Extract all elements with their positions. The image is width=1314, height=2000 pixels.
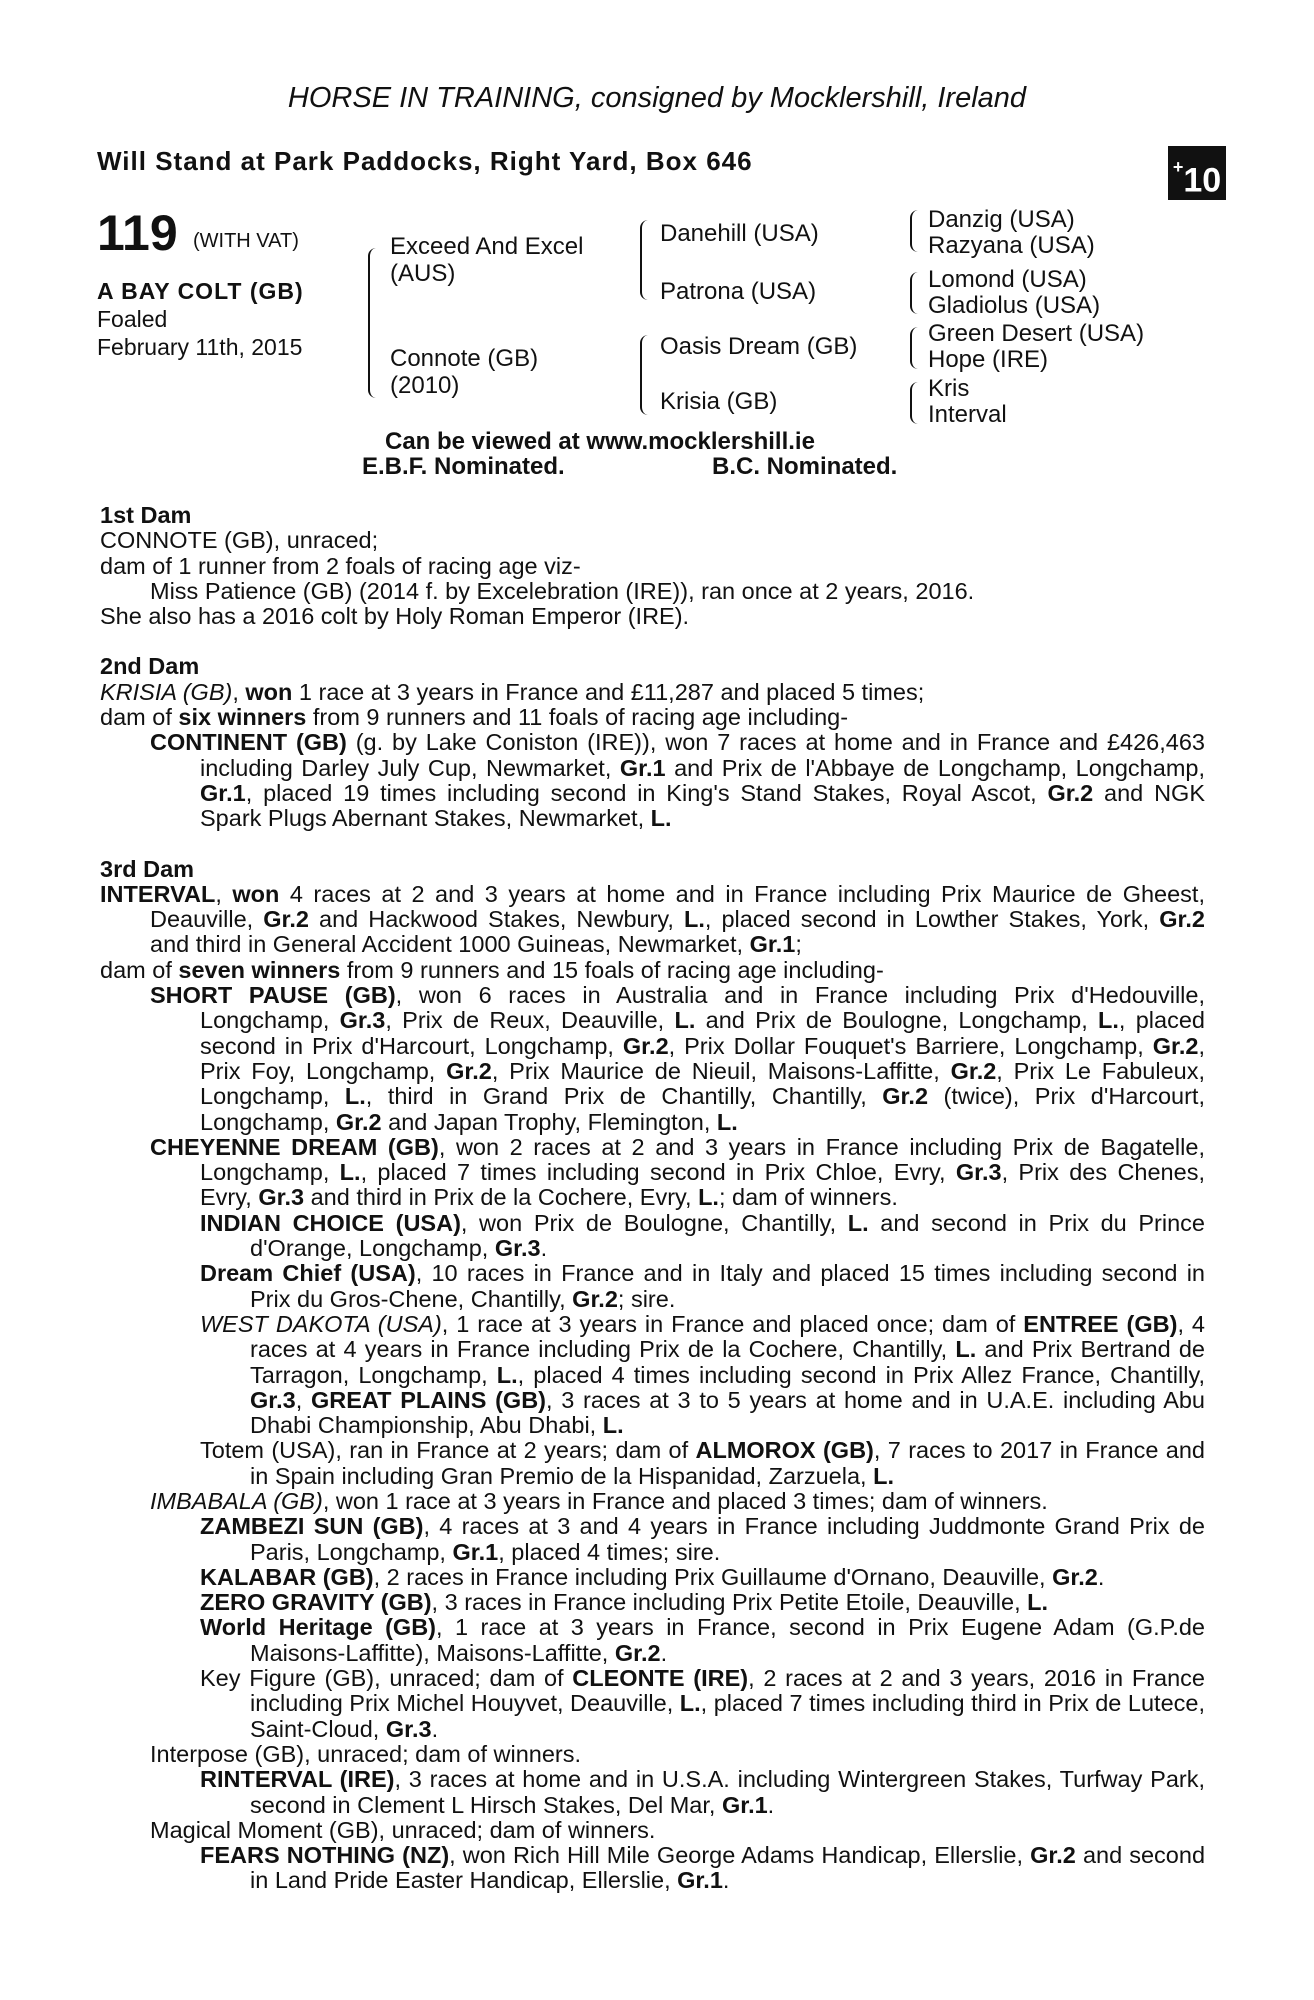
pedigree-brace-g3b (910, 272, 920, 314)
ebf-note: E.B.F. Nominated. (362, 453, 565, 480)
pedigree-sd-dam: Gladiolus (USA) (928, 292, 1101, 319)
pedigree-sire-dam: Patrona (USA) (660, 278, 817, 305)
produce-magical-moment: Magical Moment (GB), unraced; dam of winners. (150, 1816, 656, 1843)
pedigree-dam: Connote (GB) (2010) (390, 345, 539, 399)
pedigree-ss-dam: Razyana (USA) (928, 232, 1095, 259)
first-dam-text: CONNOTE (GB), unraced; dam of 1 runner from 2 foals of racing age viz- (100, 527, 581, 579)
catalogue-header: HORSE IN TRAINING, consigned by Mocklershill, Ireland (287, 82, 1027, 114)
second-dam-produce: CONTINENT (GB) (g. by Lake Coniston (IRE)), won 7 races at home and in France and £426,463 including Darley July Cup, Newmarket, Gr.1 and Prix de l'Abbaye de Longchamp, Longchamp, Gr.1, placed 19 times including second in King's Stand Stakes, Royal Ascot, Gr.2 and NGK Spark Plugs Abernant Stakes, Newmarket, L. (150, 729, 1205, 832)
produce-dream-chief: Dream Chief (USA), 10 races in France and in Italy and placed 15 times including second in Prix du Gros-Chene, Chantilly, Gr.2; sire. (200, 1260, 1205, 1312)
produce-totem: Totem (USA), ran in France at 2 years; dam of ALMOROX (GB), 7 races to 2017 in France and in Spain including Gran Premio de la Hispanidad, Zarzuela, L. (200, 1437, 1205, 1489)
produce-zero-gravity: ZERO GRAVITY (GB), 3 races in France including Prix Petite Etoile, Deauville, L. (200, 1589, 1049, 1616)
badge-plus: + (1172, 157, 1184, 177)
third-dam-heading: 3rd Dam (100, 855, 195, 882)
pedigree-brace-gen1 (368, 248, 382, 398)
first-dam-note: She also has a 2016 colt by Holy Roman Emperor (IRE). (100, 603, 690, 630)
pedigree-ds-dam: Hope (IRE) (928, 346, 1049, 373)
viewing-note: Can be viewed at www.mocklershill.ie (385, 428, 815, 455)
pedigree-brace-g3d (910, 382, 920, 424)
produce-west-dakota: WEST DAKOTA (USA), 1 race at 3 years in France and placed once; dam of ENTREE (GB), 4 races at 4 years in France including Prix de la Cochere, Chantilly, L. and Prix Bertrand de Tarragon, Longchamp, L., placed 4 times including second in Prix Allez France, Chantilly, Gr.3, GREAT PLAINS (GB), 3 races at 3 to 5 years at home and in U.A.E. including Abu Dhabi Championship, Abu Dhabi, L. (200, 1310, 1206, 1439)
second-dam-text: KRISIA (GB), won 1 race at 3 years in France and £11,287 and placed 5 times; dam of six winners from 9 runners and 11 foals of racing age including- (100, 678, 925, 731)
stand-location: Will Stand at Park Paddocks, Right Yard, Box 646 (97, 146, 753, 176)
badge-number: 10 (1183, 161, 1222, 200)
pedigree-dd-dam: Interval (928, 401, 1007, 428)
produce-world-heritage: World Heritage (GB), 1 race at 3 years in France, second in Prix Eugene Adam (G.P.de Maisons-Laffitte), Maisons-Laffitte, Gr.2. (200, 1614, 1205, 1666)
produce-indian-choice: INDIAN CHOICE (USA), won Prix de Boulogne, Chantilly, L. and second in Prix du Prince d'Orange, Longchamp, Gr.3. (200, 1209, 1205, 1262)
bc-note: B.C. Nominated. (712, 453, 898, 480)
vat-note: (WITH VAT) (193, 230, 299, 252)
foaled-label: Foaled (97, 306, 168, 332)
produce-key-figure: Key Figure (GB), unraced; dam of CLEONTE (IRE), 2 races at 2 and 3 years, 2016 in France including Prix Michel Houyvet, Deauville, L., placed 7 times including third in Prix de Lutece, Saint-Cloud, Gr.3. (200, 1665, 1205, 1742)
produce-kalabar: KALABAR (GB), 2 races in France including Prix Guillaume d'Ornano, Deauville, Gr.2. (200, 1563, 1105, 1590)
third-dam-produce-intro: dam of seven winners from 9 runners and 15 foals of racing age including- (100, 956, 884, 983)
pedigree-ss-sire: Danzig (USA) (928, 206, 1075, 233)
horse-description: A BAY COLT (GB) (97, 278, 304, 304)
pedigree-brace-g3a (910, 210, 920, 252)
first-dam-heading: 1st Dam (100, 502, 192, 528)
produce-cheyenne-dream: CHEYENNE DREAM (GB), won 2 races at 2 and 3 years in France including Prix de Bagatelle, Longchamp, L., placed 7 times including second in Prix Chloe, Evry, Gr.3, Prix des Chenes, Evry, Gr.3 and third in Prix de la Cochere, Evry, L.; dam of winners. (150, 1133, 1205, 1211)
produce-rinterval: RINTERVAL (IRE), 3 races at home and in U.S.A. including Wintergreen Stakes, Turfway Park, second in Clement L Hirsch Stakes, Del Mar, Gr.1. (200, 1766, 1205, 1818)
lot-badge (1168, 146, 1226, 200)
pedigree-brace-dam (640, 335, 652, 415)
third-dam-text: INTERVAL, won 4 races at 2 and 3 years at home and in France including Prix Maurice de Gheest, Deauville, Gr.2 and Hackwood Stakes, Newbury, L., placed second in Lowther Stakes, York, Gr.2 and third in General Accident 1000 Guineas, Newmarket, Gr.1; (100, 880, 1205, 958)
pedigree-brace-sire (640, 220, 652, 300)
pedigree-sire-sire: Danehill (USA) (660, 220, 819, 247)
pedigree-ds-sire: Green Desert (USA) (928, 320, 1145, 347)
catalogue-body (100, 503, 1205, 1894)
pedigree-dam-dam: Krisia (GB) (660, 388, 778, 415)
pedigree-brace-g3c (910, 327, 920, 369)
pedigree-sire: Exceed And Excel (AUS) (390, 233, 584, 287)
second-dam-heading: 2nd Dam (100, 653, 200, 680)
pedigree-dd-sire: Kris (928, 375, 970, 402)
produce-fears-nothing: FEARS NOTHING (NZ), won Rich Hill Mile George Adams Handicap, Ellerslie, Gr.2 and second in Land Pride Easter Handicap, Ellerslie, Gr.1. (200, 1842, 1206, 1894)
lot-number: 119 (97, 205, 178, 261)
produce-zambezi-sun: ZAMBEZI SUN (GB), 4 races at 3 and 4 years in France including Juddmonte Grand Prix de Paris, Longchamp, Gr.1, placed 4 times; sire. (200, 1513, 1205, 1565)
produce-imbabala: IMBABALA (GB), won 1 race at 3 years in France and placed 3 times; dam of winners. (150, 1487, 1048, 1514)
first-dam-produce: Miss Patience (GB) (2014 f. by Excelebration (IRE)), ran once at 2 years, 2016. (150, 577, 975, 604)
pedigree-sd-sire: Lomond (USA) (928, 266, 1087, 293)
foaled-date: February 11th, 2015 (97, 334, 303, 360)
produce-short-pause: SHORT PAUSE (GB), won 6 races in Australia and in France including Prix d'Hedouville, Longchamp, Gr.3, Prix de Reux, Deauville, L. and Prix de Boulogne, Longchamp, L., placed second in Prix d'Harcourt, Longchamp, Gr.2, Prix Dollar Fouquet's Barriere, Longchamp, Gr.2, Prix Foy, Longchamp, Gr.2, Prix Maurice de Nieuil, Maisons-Laffitte, Gr.2, Prix Le Fabuleux, Longchamp, L., third in Grand Prix de Chantilly, Chantilly, Gr.2 (twice), Prix d'Harcourt, Longchamp, Gr.2 and Japan Trophy, Flemington, L. (150, 982, 1205, 1135)
produce-interpose: Interpose (GB), unraced; dam of winners. (150, 1740, 582, 1767)
pedigree-dam-sire: Oasis Dream (GB) (660, 333, 858, 360)
